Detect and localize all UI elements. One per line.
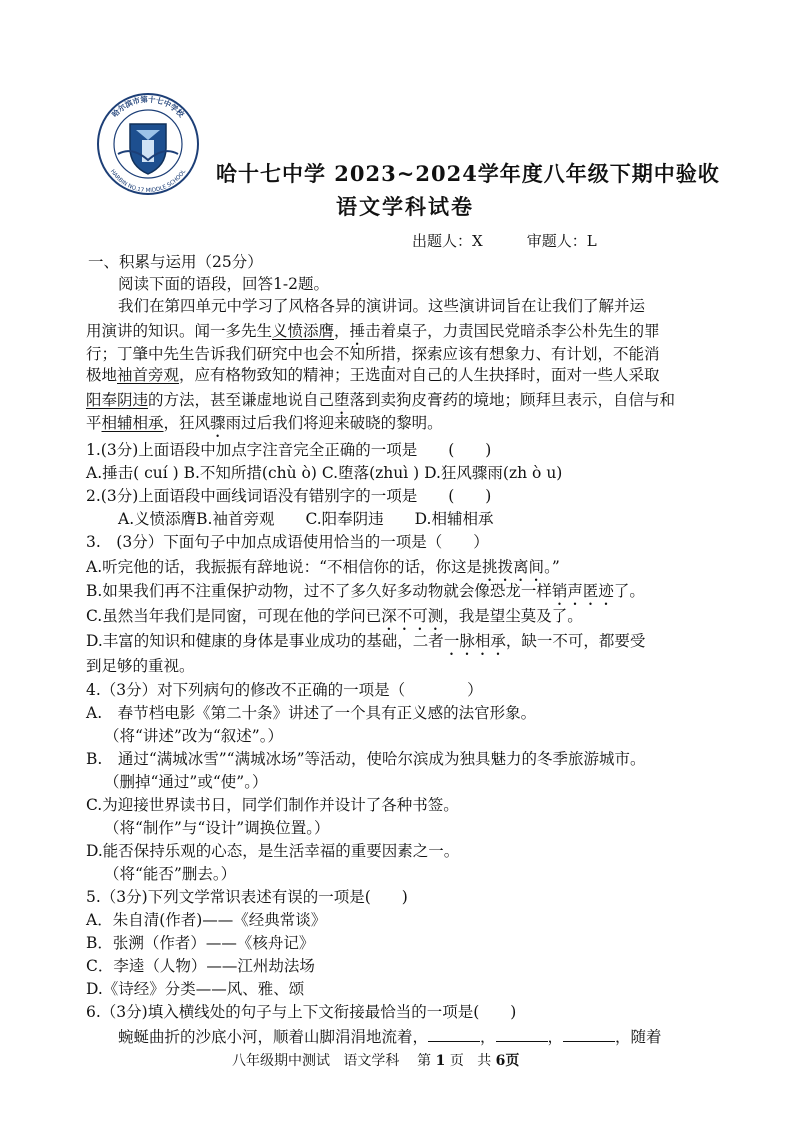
underlined-word: 袖首旁观 bbox=[117, 366, 180, 384]
section-heading: 一、积累与运用（25分） bbox=[88, 253, 263, 271]
question-4-option-b: B. 通过“满城冰雪”“满城冰场”等活动，使哈尔滨成为独具魅力的冬季旅游城市。 bbox=[86, 750, 646, 768]
question-4-fix-d: （将“能否”删去。） bbox=[104, 865, 237, 883]
question-6-text: 蜿蜒曲折的沙底小河，顺着山脚涓涓地流着， ， ， ，随着 bbox=[118, 1028, 662, 1046]
passage-line: 我们在第四单元中学习了风格各异的演讲词。这些演讲词旨在让我们了解并运 bbox=[118, 297, 646, 315]
answer-blank[interactable] bbox=[428, 1027, 480, 1042]
dotted-char: 措 bbox=[380, 345, 397, 363]
question-3-option-b: B.如果我们再不注重保护动物，过不了多久好多动物就会像恐龙一样销声匿迹了。 bbox=[86, 582, 645, 600]
question-3-option-d: D.丰富的知识和健康的身体是事业成功的基础，二者一脉相承，缺一不可，都要受 bbox=[86, 632, 646, 650]
question-6-stem: 6.（3分)填入横线处的句子与上下文衔接最恰当的一项是( ) bbox=[86, 1003, 517, 1021]
svg-text:哈尔滨市第十七中学校: 哈尔滨市第十七中学校 bbox=[110, 94, 186, 119]
setter-label: 出题人：X bbox=[412, 232, 483, 250]
answer-blank[interactable] bbox=[563, 1027, 615, 1042]
dotted-char: 捶 bbox=[349, 322, 366, 340]
exam-title: 哈十七中学 2023~2024学年度八年级下期中验收 bbox=[216, 161, 720, 186]
question-3-stem: 3. (3分）下面句子中加点成语使用恰当的一项是（ ） bbox=[86, 533, 489, 551]
question-4-stem: 4.（3分）对下列病句的修改不正确的一项是（ ） bbox=[86, 681, 483, 699]
passage-line: 用演讲的知识。闻一多先生义愤添膺，捶击着桌子，力责国民党暗杀李公朴先生的罪 bbox=[86, 322, 660, 340]
exam-subtitle: 语文学科试卷 bbox=[336, 194, 474, 219]
question-4-option-d: D.能否保持乐观的心态，是生活幸福的重要因素之一。 bbox=[86, 842, 460, 860]
dotted-idiom: 挑拨离间 bbox=[482, 558, 545, 576]
dotted-idiom: 深不可测 bbox=[381, 607, 444, 625]
question-1-options: A.捶击( cuí ) B.不知所措(chù ò) C.堕落(zhuì ) D.狂风骤雨(zh ò u) bbox=[86, 464, 563, 482]
question-2-options: A.义愤添膺B.袖首旁观 C.阳奉阴违 D.相辅相承 bbox=[118, 510, 494, 528]
underlined-word: 义愤添膺 bbox=[272, 322, 335, 340]
question-4-fix-c: （将“制作”与“设计”调换位置。） bbox=[104, 819, 330, 837]
page-footer: 八年级期中测试 语文学科 第 1 页 共 6页 bbox=[232, 1053, 520, 1069]
exam-authors bbox=[412, 230, 597, 251]
answer-blank[interactable] bbox=[496, 1027, 548, 1042]
passage-line: 阳奉阴违的方法，甚至谦虚地说自己堕落到卖狗皮膏药的境地；顾拜旦表示，自信与和 bbox=[86, 391, 676, 409]
dotted-idiom: 销声匿迹 bbox=[551, 582, 614, 600]
question-4-option-c: C.为迎接世界读书日，同学们制作并设计了各种书签。 bbox=[86, 796, 459, 814]
question-3-option-a: A.听完他的话，我振振有辞地说：“不相信你的话，你这是挑拨离间。” bbox=[86, 558, 560, 576]
question-5-option-a: A．朱自清(作者)——《经典常谈》 bbox=[86, 911, 327, 929]
question-3-option-d-cont: 到足够的重视。 bbox=[86, 657, 195, 675]
underlined-word: 阳奉阴违 bbox=[86, 391, 149, 409]
question-5-option-c: C．李逵（人物）——江州劫法场 bbox=[86, 957, 315, 975]
passage-line: 行；丁肇中先生告诉我们研究中也会不知所措，探索应该有想象力、有计划，不能消 bbox=[86, 345, 660, 363]
underlined-word: 相辅相承 bbox=[101, 414, 164, 432]
question-3-option-c: C.虽然当年我们是同窗，可现在他的学问已深不可测，我是望尘莫及了。 bbox=[86, 607, 583, 625]
reading-instruction: 阅读下面的语段，回答1-2题。 bbox=[118, 275, 329, 293]
question-4-fix-a: （将“讲述”改为“叙述”。） bbox=[104, 727, 283, 745]
passage-line: 平相辅相承，狂风骤雨过后我们将迎来破晓的黎明。 bbox=[86, 414, 443, 432]
question-5-option-d: D.《诗经》分类——风、雅、颂 bbox=[86, 980, 305, 998]
svg-text:HARBIN NO.17 MIDDLE SCHOOL: HARBIN NO.17 MIDDLE SCHOOL bbox=[108, 168, 188, 195]
reviewer-label: 审题人：L bbox=[526, 232, 597, 250]
dotted-char: 堕 bbox=[334, 391, 350, 409]
question-2-stem: 2.(3分)上面语段中画线词语没有错别字的一项是 ( ) bbox=[86, 487, 492, 505]
school-logo bbox=[92, 88, 204, 200]
total-pages: 6 bbox=[495, 1053, 506, 1069]
question-1-stem: 1.(3分)上面语段中加点字注音完全正确的一项是 ( ) bbox=[86, 441, 492, 459]
school-emblem-icon bbox=[92, 88, 204, 200]
question-4-fix-b: （删掉“通过”或“使”。） bbox=[104, 773, 268, 791]
question-5-stem: 5.（3分)下列文学常识表述有误的一项是( ) bbox=[86, 888, 408, 906]
page-number: 1 bbox=[435, 1053, 446, 1069]
question-5-option-b: B．张溯（作者）——《核舟记》 bbox=[86, 934, 315, 952]
dotted-char: 骤 bbox=[210, 414, 226, 432]
question-4-option-a: A. 春节档电影《第二十条》讲述了一个具有正义感的法官形象。 bbox=[86, 704, 537, 722]
passage-line: 极地袖首旁观，应有格物致知的精神；王选面对自己的人生抉择时，面对一些人采取 bbox=[86, 366, 660, 384]
dotted-idiom: 一脉相承 bbox=[443, 632, 506, 650]
